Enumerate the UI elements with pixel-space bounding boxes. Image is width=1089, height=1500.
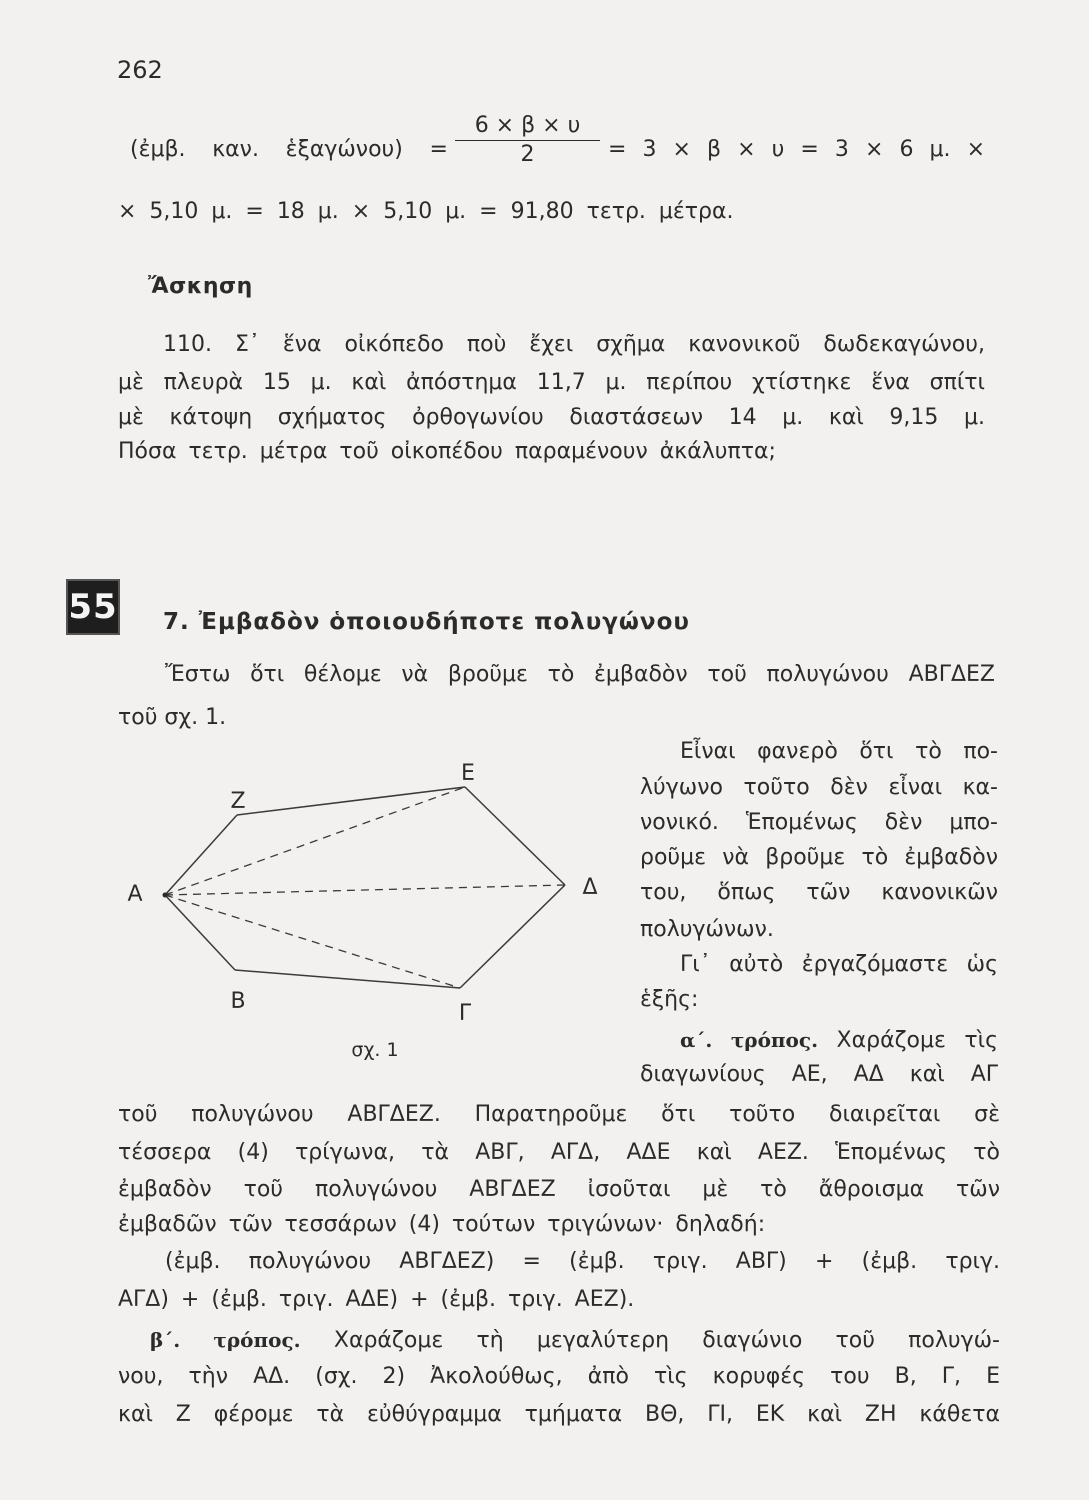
side-line: πολυγώνων. (640, 917, 774, 942)
diagonal-AD (165, 885, 565, 895)
intro-line: Ἔστω ὅτι θέλομε νὰ βροῦμε τὸ ἐμβαδὸν τοῦ πολυγώνου ΑΒΓΔΕΖ (165, 662, 995, 687)
side-line: Γι᾽ αὐτὸ ἐργαζόμαστε ὡς (680, 952, 998, 977)
intro-line: τοῦ σχ. 1. (118, 705, 227, 730)
exercise-heading: Ἄσκηση (148, 274, 253, 299)
side-line: Εἶναι φανερὸ ὅτι τὸ πο- (680, 739, 998, 764)
exercise-line: Πόσα τετρ. μέτρα τοῦ οἰκοπέδου παραμένουν ἀκάλυπτα; (118, 439, 776, 464)
exercise-line: μὲ πλευρὰ 15 μ. καὶ ἀπόστημα 11,7 μ. περίπου χτίστηκε ἕνα σπίτι (118, 370, 985, 395)
vertex-label-A: Α (127, 882, 143, 907)
formula-continuation: × 5,10 μ. = 18 μ. × 5,10 μ. = 91,80 τετρ. μέτρα. (118, 199, 734, 224)
fraction-numerator: 6 × β × υ (455, 112, 600, 141)
body-line: νου, τὴν ΑΔ. (σχ. 2) Ἀκολούθως, ἀπὸ τὶς κορυφές του Β, Γ, Ε (118, 1364, 1000, 1389)
method-b-text: Χαράζομε τὴ μεγαλύτερη διαγώνιο τοῦ πολυγώ- (333, 1328, 1000, 1353)
body-line: ἐμβαδῶν τῶν τεσσάρων (4) τούτων τριγώνων· δηλαδή: (118, 1212, 766, 1237)
exercise-line: μὲ κάτοψη σχήματος ὀρθογωνίου διαστάσεων 14 μ. καὶ 9,15 μ. (118, 405, 985, 430)
section-title: 7. Ἐμβαδὸν ὁποιουδήποτε πολυγώνου (163, 609, 690, 635)
side-line: διαγωνίους ΑΕ, ΑΔ καὶ ΑΓ (640, 1062, 998, 1087)
body-line: τέσσερα (4) τρίγωνα, τὰ ΑΒΓ, ΑΓΔ, ΑΔΕ καὶ ΑΕΖ. Ἑπομένως τὸ (118, 1140, 1000, 1165)
side-line: λύγωνο τοῦτο δὲν εἶναι κα- (640, 775, 998, 800)
method-b-line (150, 1325, 1000, 1356)
body-equation-line: ΑΓΔ) + (ἐμβ. τριγ. ΑΔΕ) + (ἐμβ. τριγ. ΑΕΖ). (118, 1287, 635, 1312)
side-line: νονικό. Ἑπομένως δὲν μπο- (640, 810, 998, 835)
diagonal-AE (165, 787, 465, 895)
vertex-A-dot (163, 893, 168, 898)
vertex-label-Z: Ζ (230, 789, 246, 814)
exercise-line: 110. Σ᾽ ἕνα οἰκόπεδο ποὺ ἔχει σχῆμα κανονικοῦ δωδεκαγώνου, (163, 332, 985, 357)
side-line: ἑξῆς: (640, 987, 699, 1012)
edge-BA (165, 895, 235, 970)
method-a-label: α΄. τρόπος. (680, 1028, 819, 1052)
fraction-denominator: 2 (520, 142, 535, 167)
page-number: 262 (117, 56, 163, 84)
edge-AZ (165, 815, 237, 895)
body-line: τοῦ πολυγώνου ΑΒΓΔΕΖ. Παρατηροῦμε ὅτι τοῦτο διαιρεῖται σὲ (118, 1102, 1000, 1127)
formula-fraction (455, 112, 600, 169)
method-b-label: β΄. τρόπος. (150, 1328, 301, 1352)
body-line: ἐμβαδὸν τοῦ πολυγώνου ΑΒΓΔΕΖ ἰσοῦται μὲ τὸ ἄθροισμα τῶν (118, 1177, 1000, 1202)
vertex-label-D: Δ (582, 875, 598, 900)
formula-rhs: = 3 × β × υ = 3 × 6 μ. × (608, 137, 985, 162)
edge-ZE (237, 787, 465, 815)
vertex-label-E: Ε (461, 761, 475, 786)
method-a-text: Χαράζομε τὶς (836, 1028, 998, 1053)
side-line: ροῦμε νὰ βροῦμε τὸ ἐμβαδὸν (640, 845, 998, 870)
body-equation-line: (ἐμβ. πολυγώνου ΑΒΓΔΕΖ) = (ἐμβ. τριγ. ΑΒΓ) + (ἐμβ. τριγ. (165, 1249, 1000, 1274)
figure-caption: σχ. 1 (351, 1039, 399, 1061)
vertex-label-B: Β (230, 989, 246, 1014)
edge-GB (235, 970, 460, 988)
edge-ED (465, 787, 565, 885)
formula-lhs: (ἐμβ. καν. ἑξαγώνου) = (130, 137, 448, 162)
method-a-line (680, 1025, 998, 1056)
vertex-label-G: Γ (458, 1001, 472, 1026)
polygon-figure (110, 750, 620, 1070)
body-line: καὶ Ζ φέρομε τὰ εὐθύγραμμα τμήματα ΒΘ, ΓΙ, ΕΚ καὶ ΖΗ κάθετα (118, 1402, 1000, 1427)
edge-DG (460, 885, 565, 988)
section-number-badge: 55 (66, 579, 120, 635)
side-line: του, ὅπως τῶν κανονικῶν (640, 880, 998, 905)
